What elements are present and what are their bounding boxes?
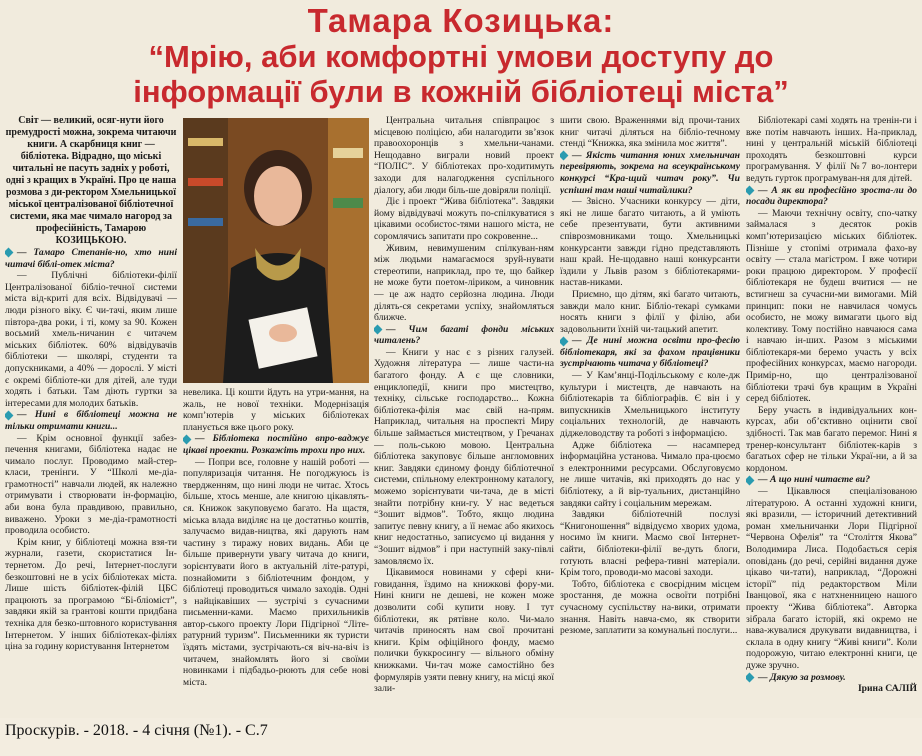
question: — Нині в бібліотеці можна не тільки отримати книги... (5, 409, 177, 432)
headline-quote-line1: “Мрію, аби комфортні умови доступу до (148, 39, 774, 74)
answer-paragraph: Крім книг, у бібліотеці можна взя-ти журнали, газети, скористатися Ін-тернетом. До речі, Інтернет-послуги безкоштовні не в усіх бібліотеках міста. Лише шість бібліотек-філій ЦБС працюють за програмою “Бі-бліоміст”, завдяки якій за грантові кошти придбана техніка для безко-штовного користування Інтернетом. У інших бібліотеках-філіях ціна за годину користування Інтернетом (5, 536, 177, 653)
answer-paragraph: шити свою. Враженнями від прочи-таних книг читачі діляться на бібліо-течному стенді “Книжка, яка змінила моє життя”. (560, 115, 740, 150)
author-signature: Ірина САЛІЙ (857, 683, 917, 695)
answer-paragraph: — Попри все, головне у нашій роботі — популяризація читання. Не погоджуюсь із твердженням, що нині люди не читає. Хтось більше, хтось менше, але книгою цікавлять-ся. Книжок закуповуємо багато. На щастя, міська влада виділяє на це достатньо коштів, залучаємо видав-ництва, які дарують нам частину з тиражу нових видань. Аби це більше привернути увагу читача до книги, зорієнтувати його в актуальній літе-ратурі, познайомити з бібліотечним фондом, у бібліотеці проводиться чимало заходів. Одні з найцікавіших — зустрічі з сучасними письменни-ками. Маємо прихильників автор-ського проекту Лори Підгірної “Літе-ратурний туризм”. Письменники як туристи їздять містами, зустрічають-ся віч-на-віч із читачем, знайомлять його зі своїми новинками і підбадьо-рюють для себе нові міста. (183, 456, 369, 688)
answer-paragraph: — Звісно. Учасники конкурсу — діти, які не лише багато читають, а й уміють себе презентувати, бути активними співрозмовниками тощо. Хмельницькі конкурсанти завжди гідно представляють наш край. Не-щодавно наші конкурсанти їздили у Львів разом з бібліотекарями-настав-никами. (560, 196, 740, 289)
headline-name: Тамара Козицька: (307, 2, 615, 39)
answer-paragraph: Цікавимося новинами у сфері кни-говидання, їздимо на книжкові фору-ми. Нині книги не дешеві, не кожен може дозволити собі купити нову. І тут бібліотеки, як рятівне коло. Чи-мало читачів приносять нам свої прочитані книги. Крім офіційного фонду, маємо полички буккросингу — вільного обміну книжками. Чи-тач може самостійно без формулярів узяти певну книгу, на місці якої зали- (374, 567, 554, 695)
headline (0, 0, 922, 112)
portrait-photo-illustration (183, 118, 369, 383)
answer-paragraph: Бібліотекарі самі ходять на тренін-ги і вже потім навчають інших. На-приклад, нині у центральній міській бібліотеці проходять безкоштовні курси програмування. У філії №7 во-лонтери ведуть гурток програмуван-ня для дітей. (746, 115, 917, 184)
closing-line: — Дякую за розмову. (746, 672, 917, 684)
question: — Тамаро Степанів-но, хто нині читачі біблі-отек міста? (5, 247, 177, 270)
column-4 (560, 115, 740, 718)
headline-quote-line2: інформації були в кожній бібліотеці міста” (133, 74, 789, 109)
answer-paragraph: — Книги у нас є з різних галузей. Художня література — лише части-на багатого фонду. А є ще словники, енциклопедії, книги про мистецтво, техніку, сільське господарство... Кожна бібліотека-філія має свій на-прям. Наприклад, читальня на проспекті Миру більше займається мистецтвом, у Гречанах — поль-ською мовою. Центральна бібліотека закуповує більше англомовних книг. Завдяки єдиному фонду бібліотечної системи, спільному електронному каталогу, можемо зорієнтувати чи-тача, де в місті знайти потрібну кни-гу. У нас ведеться “Зошит відмов”. Тобто, якщо людина запитує певну книгу, а її немає або якихось книг недостатньо, записуємо ці видання у “Зошит відмов” і при наступній заку-півлі замовляємо їх. (374, 346, 554, 567)
diamond-bullet-icon (560, 151, 568, 161)
column-1 (5, 115, 177, 718)
answer-paragraph: — Маючи технічну освіту, спо-чатку займалася з десяток років комп’ютеризацією міських бібліотек. Пізніше у стопімі отримала фахо-ву освіту — стала магістром. І вже чотири роки працюю директором. У професії бібліотекаря не будеш вчитися — не встигнеш за сучасни-ми вимогами. Мій принцип: поки не навчилася чомусь особисто, не можу вимагати цього від колективу. Тому постійно навчаюся сама і навчаю ін-ших. Разом з міськими бібліотекаря-ми беремо участь у всіх професійних конкурсах, маємо нагороди. Примір-но, що централізованої бібліотеки трачі був кращим в Україні серед бібліотек. (746, 207, 917, 405)
answer-paragraph: Адже бібліотека — насамперед інформаційна установа. Чимало пра-цюємо з електронними ресурсами. Обслуговуємо не лише читачів, які приходять до нас у бібліотеку, а й вір-туальних, дистанційно завдяки сайту і соціальним мережам. (560, 439, 740, 509)
question: — Чим багаті фонди міських читалень? (374, 323, 554, 347)
question: — Де нині можна освіти про-фесію бібліотекаря, які за фахом працівники зустрічають читача у бібліотеці? (560, 335, 740, 370)
answer-paragraph: — У Кам’янці-Подільському є коле-дж культури і мистецтв, де навчають на бібліотекарів та бібліографів. Є він і у випускників Хмельницького інституту соціальних технологій, де навчають діджеловодству та роботі з інформацією. (560, 370, 740, 440)
answer-paragraph: Центральна читальня співпрацює з місцевою поліцією, аби налагодити зв’язок правоохоронців з хмельни-чанами. Нещодавно виграли новий проект “ПОЛІС”. У бібліотеках про-ходитимуть заходи для налагодження суспільного діалогу, аби люди біль-ше довіряли поліції. (374, 115, 554, 196)
lead-paragraph: Світ — великий, осяг-нути його премудрості можна, зокрема читаючи книги. А скарбниця книг — бібліотека. Відрадно, що міські читальні не пасуть задніх у роботі, одні з кращих в Україні. Про це наша розмова з ди-ректором Хмельницької міської централізованої бібліотечної системи, яка має чимало нагород за професійність, Тамарою КОЗИЦЬКОЮ. (5, 115, 177, 246)
diamond-bullet-icon (374, 325, 382, 335)
diamond-bullet-icon (5, 410, 13, 420)
answer-paragraph: Живим, невимушеним спілкуван-ням між людьми намагаємося зруй-нувати стереотипи, наприклад, про те, що байкер не може бути поетом-ліриком, а чиновник — це аж надто серйозна людина. Люди ділять-ся секретами успіху, знайомляться ближче. (374, 242, 554, 324)
diamond-bullet-icon (746, 475, 754, 485)
diamond-bullet-icon (560, 336, 568, 346)
diamond-bullet-icon (183, 434, 191, 444)
answer-paragraph: Діє і проект “Жива бібліотека”. Завдяки йому відвідувачі можуть по-спілкуватися з цікавими особистос-тями нашого міста, не соромлячись запитати про сокровенне... (374, 196, 554, 242)
answer-paragraph: Беру участь в індивідуальних кон-курсах, аби об’єктивно оцінити свої здібності. Так мав багато перемог. Нині я тренер-консультант бібліотек-карів з багатьох сфер не тільки Украї-ни, а й за кордоном. (746, 404, 917, 474)
answer-paragraph: Приємно, що дітям, які багато читають, завжди мало книг. Бібліо-текарі сумками носять книги з філії у філію, аби задовольнити їхній чи-тацький апетит. (560, 288, 740, 335)
portrait-photo (183, 118, 369, 383)
diamond-bullet-icon (746, 185, 754, 195)
diamond-bullet-icon (5, 248, 13, 258)
answer-paragraph: невелика. Ці кошти йдуть на утри-мання, на жаль, не нової техніки. Модернізація комп’ютерів у міських бібліотеках планується вже цього року. (183, 387, 369, 433)
question: — Бібліотека постійно впро-ваджує цікаві проекти. Розкажіть трохи про них. (183, 433, 369, 456)
answer-paragraph: Тобто, бібліотека є своєрідним місцем зростання, де можна освоїти потрібні сучасному суспільству на-вики, отримати знання. Навіть навча-ємо, як створити резюме, заплатити за комунальні послуги... (560, 578, 740, 637)
question: — А як ви професійно зроста-ли до посади директора? (746, 184, 917, 208)
diamond-bullet-icon (746, 672, 754, 682)
answer-paragraph: — Крім основної функції забез-печення книгами, бібліотека надає не чимало послуг. Проводимо май-стер-класи, тренінги. У “Школі ме-діа-грамотності” навчали людей, як належно отримувати і створювати ін-формацію, аби вона була правдивою, правильно, виважено. Уроки з ме-діа-грамотності проводила особисто. (5, 432, 177, 537)
column-2 (183, 387, 369, 718)
question: — А що нині читаєте ви? (746, 474, 917, 486)
answer-paragraph: — Цікавлюся спеціалізованою літературою. А останні художні книги, які вразили, — історичний детективний роман хмельничанки Лори Підгірної “Червона Офелія” та “Століття Якова” Володимира Лиса. Подобається серія оповідань (до речі, серійні видання дуже цікаво чи-тати), наприклад, “Дорожні історії” під редакторством Міли Іванцової, яка є натхненницею нашого проекту “Жива бібліотека”. Авторка зібрала багато історій, які окремо не нава-жувалися друкувати видавництва, і склала в одну книгу “Живі книги”. Коли подорожую, читаю електронні книги, це дуже зручно. (746, 486, 917, 671)
column-5 (746, 115, 917, 718)
citation-footer: Проскурів. - 2018. - 4 січня (№1). - С.7 (5, 722, 268, 739)
answer-paragraph: — Публічні бібліотеки-філії Централізованої бібліо-течної системи міста від-криті для всіх. Відвідувачі — люди різного віку. Є чи-тачі, яким лише півтора-два роки, і ті, кому за 90. Кожен восьмий хмель-ничанин є читачем міських бібліотек. 60% відвідувачів бібліотеки — школярі, студенти та допускниками, а 40% — дорослі. У місті є окремі бібліоте-ки для дітей, але туди ходять і батьки. Там діють гуртки за інтересами для молодих батьків. (5, 270, 177, 409)
question: — Якість читання юних хмельничан перевіряють, зокрема на всеукраїнському конкурсі “Кра-щий читач року”. Чи успішні там наші читайлики? (560, 149, 740, 196)
column-3 (374, 115, 554, 718)
answer-paragraph: Завдяки бібліотечній послузі “Книгоношення” відвідуємо хворих удома, носимо їм книги. Маємо свої Інтернет-сайти, бібліотеки-філії ве-дуть блоги, готують власні рефера-тивні матеріали. Крім того, проводи-мо масові заходи. (560, 509, 740, 579)
